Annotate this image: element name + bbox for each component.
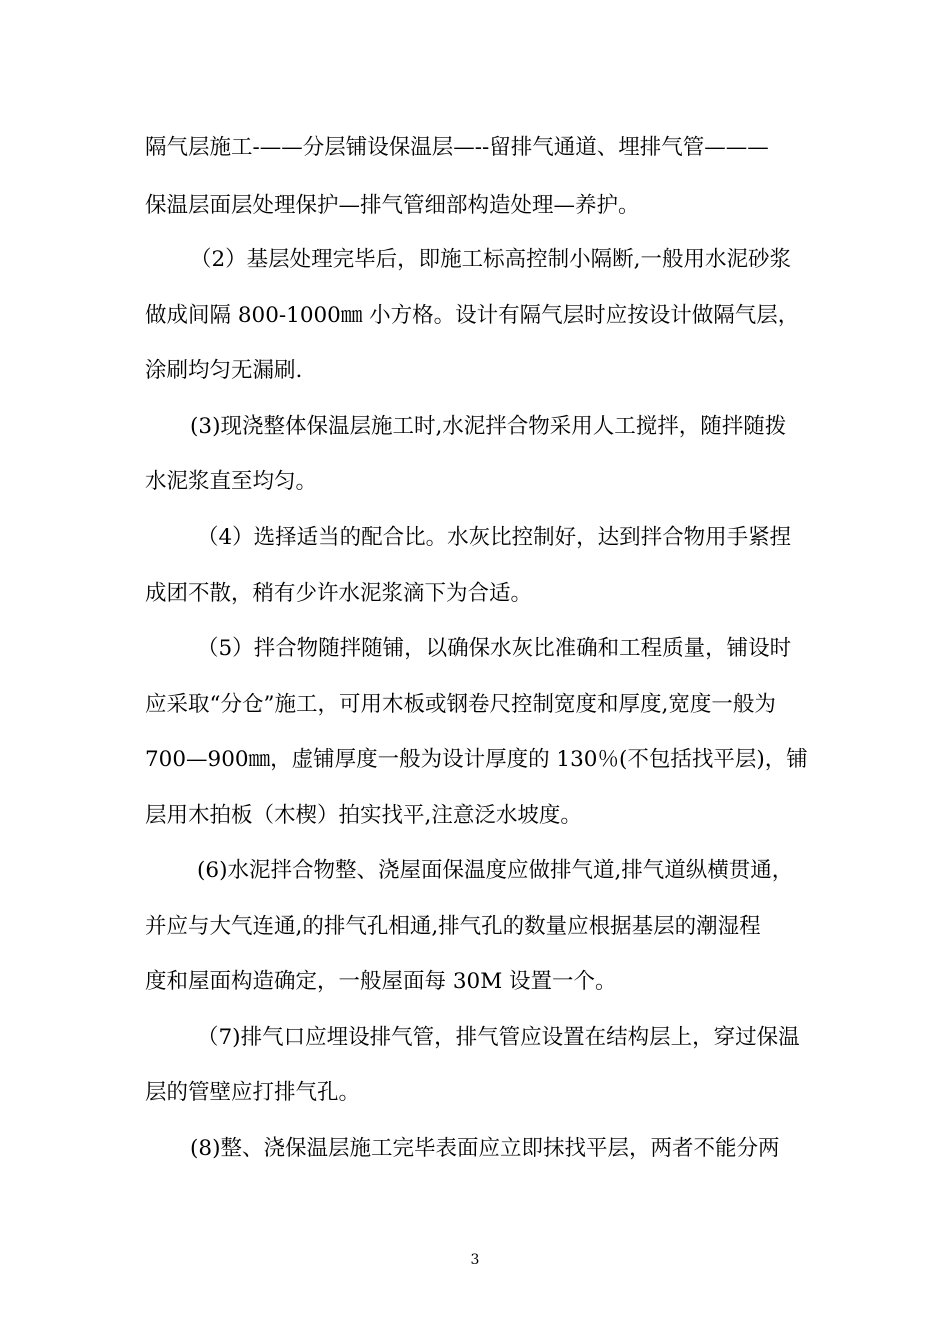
text-line-14: (6)水泥拌合物整、浇屋面保温度应做排气道,排气道纵横贯通， bbox=[197, 858, 794, 883]
text-line-9: 成团不散，稍有少许水泥浆滴下为合适。 bbox=[145, 581, 533, 606]
text-line-2: 保温层面层处理保护—排气管细部构造处理—养护。 bbox=[145, 193, 640, 218]
text-line-11: 应采取“分仓”施工，可用木板或钢卷尺控制宽度和厚度,宽度一般为 bbox=[145, 692, 776, 717]
text-line-16: 度和屋面构造确定，一般屋面每 30M 设置一个。 bbox=[145, 969, 617, 994]
text-line-18: 层的管壁应打排气孔。 bbox=[145, 1080, 361, 1105]
text-line-8: （4）选择适当的配合比。水灰比控制好，达到拌合物用手紧捏 bbox=[197, 525, 792, 550]
text-line-7: 水泥浆直至均匀。 bbox=[145, 469, 318, 494]
text-line-1: 隔气层施工-——分层铺设保温层—--留排气通道、埋排气管——— bbox=[145, 135, 769, 160]
text-line-3: （2）基层处理完毕后，即施工标高控制小隔断,一般用水泥砂浆 bbox=[190, 247, 792, 272]
text-line-15: 并应与大气连通,的排气孔相通,排气孔的数量应根据基层的潮湿程 bbox=[145, 914, 761, 939]
text-line-12: 700—900㎜，虚铺厚度一般为设计厚度的 130％(不包括找平层)，铺 bbox=[145, 747, 808, 772]
text-line-5: 涂刷均匀无漏刷. bbox=[145, 358, 303, 383]
text-line-6: (3)现浇整体保温层施工时,水泥拌合物采用人工搅拌，随拌随拨 bbox=[190, 414, 787, 439]
text-line-13: 层用木拍板（木楔）拍实找平,注意泛水坡度。 bbox=[145, 803, 582, 828]
text-line-10: （5）拌合物随拌随铺，以确保水灰比准确和工程质量，铺设时 bbox=[197, 636, 792, 661]
text-line-17: （7)排气口应埋设排气管，排气管应设置在结构层上，穿过保温 bbox=[197, 1025, 800, 1050]
text-line-4: 做成间隔 800-1000㎜ 小方格。设计有隔气层时应按设计做隔气层， bbox=[145, 303, 800, 328]
text-line-19: (8)整、浇保温层施工完毕表面应立即抹找平层，两者不能分两 bbox=[190, 1136, 780, 1161]
page-number: 3 bbox=[470, 1252, 480, 1268]
